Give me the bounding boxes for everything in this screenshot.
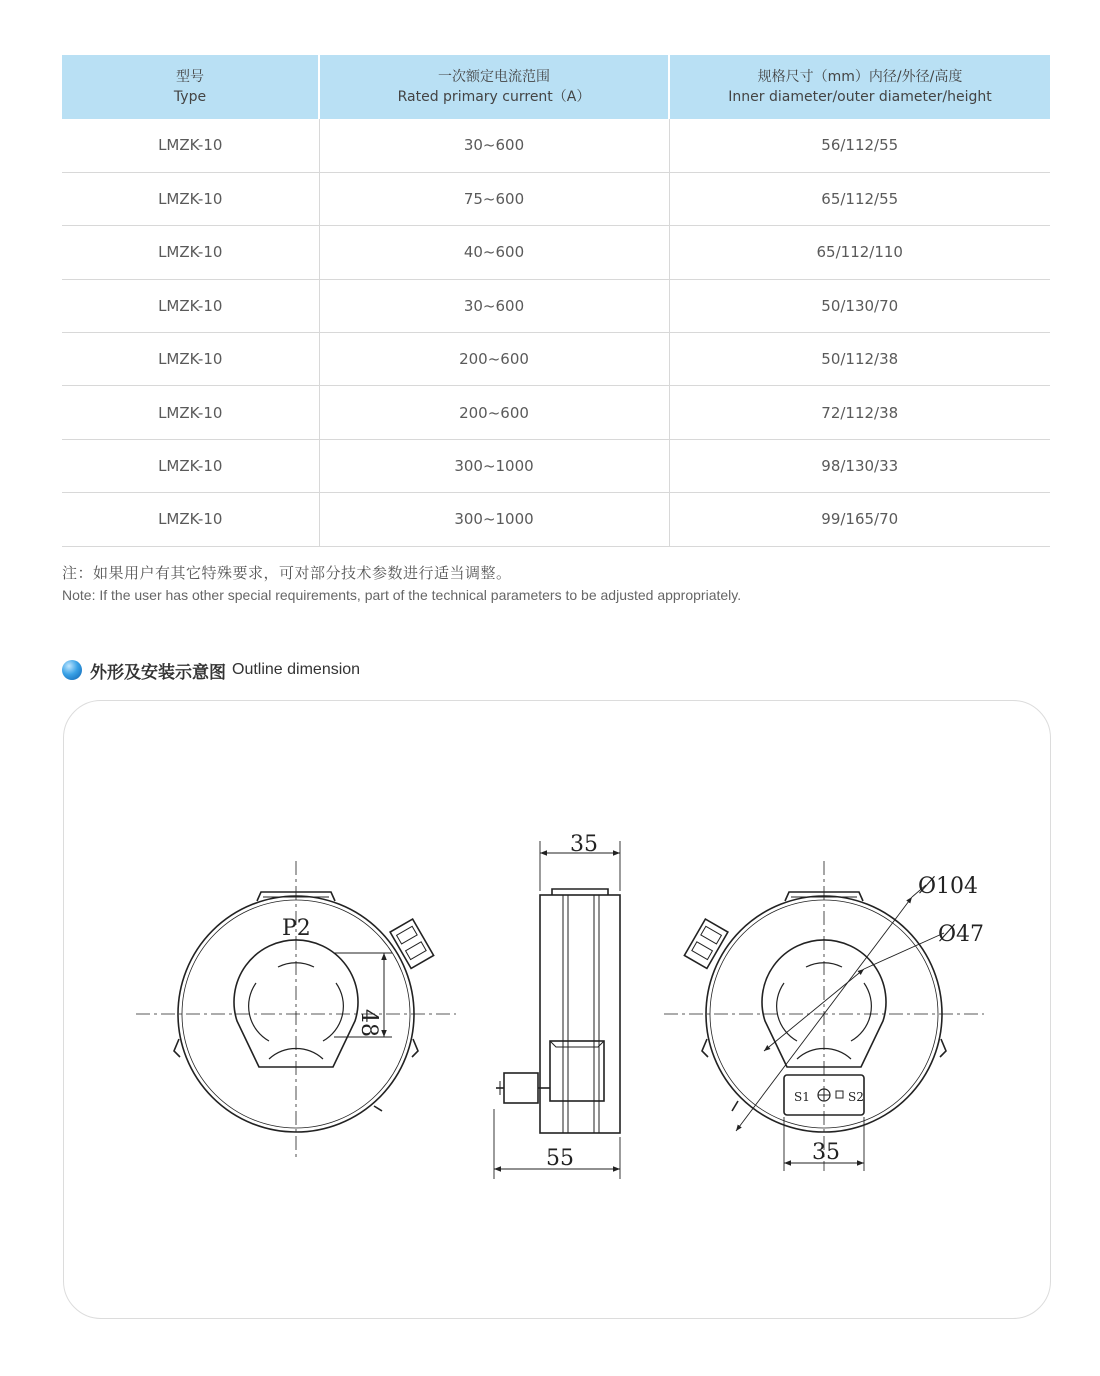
cell-current: 75~600 <box>319 172 669 225</box>
header-current: 一次额定电流范围 Rated primary current（A） <box>319 55 669 119</box>
section-heading <box>62 658 360 682</box>
terminal-s2: S2 <box>848 1090 864 1104</box>
note-cn: 注：如果用户有其它特殊要求，可对部分技术参数进行适当调整。 <box>62 564 512 582</box>
cell-size: 72/112/38 <box>669 386 1050 439</box>
cell-type: LMZK-10 <box>62 493 319 546</box>
front-label-p2: P2 <box>282 916 311 941</box>
cell-size: 50/130/70 <box>669 279 1050 332</box>
note <box>62 563 1052 605</box>
dim-window-height: 48 <box>356 1009 381 1037</box>
cell-size: 98/130/33 <box>669 439 1050 492</box>
cell-current: 300~1000 <box>319 493 669 546</box>
cell-size: 56/112/55 <box>669 119 1050 172</box>
table-row <box>62 493 1050 546</box>
dim-terminal-width: 35 <box>812 1140 840 1165</box>
cell-size: 65/112/55 <box>669 172 1050 225</box>
blue-sphere-icon <box>62 660 82 680</box>
table-row <box>62 333 1050 386</box>
cell-type: LMZK-10 <box>62 386 319 439</box>
cell-type: LMZK-10 <box>62 119 319 172</box>
cell-size: 99/165/70 <box>669 493 1050 546</box>
dim-side-depth: 55 <box>546 1146 574 1171</box>
table-row <box>62 439 1050 492</box>
cell-type: LMZK-10 <box>62 333 319 386</box>
cell-type: LMZK-10 <box>62 226 319 279</box>
cell-size: 50/112/38 <box>669 333 1050 386</box>
cell-current: 200~600 <box>319 386 669 439</box>
table-row <box>62 226 1050 279</box>
note-en: Note: If the user has other special requirements, part of the technical parameters to be adjusted appropriately. <box>62 587 742 603</box>
terminal-s1: S1 <box>794 1090 810 1104</box>
cell-current: 300~1000 <box>319 439 669 492</box>
header-size: 规格尺寸（mm）内径/外径/高度 Inner diameter/outer diameter/height <box>669 55 1050 119</box>
section-title-en: Outline dimension <box>232 661 361 678</box>
table-row <box>62 172 1050 225</box>
cell-current: 200~600 <box>319 333 669 386</box>
table-row <box>62 279 1050 332</box>
spec-table-header <box>62 55 1050 119</box>
cell-current: 40~600 <box>319 226 669 279</box>
dim-inner-diameter: Ø47 <box>938 922 985 947</box>
cell-size: 65/112/110 <box>669 226 1050 279</box>
table-row <box>62 386 1050 439</box>
cell-current: 30~600 <box>319 119 669 172</box>
spec-table-body <box>62 119 1050 546</box>
spec-table <box>62 55 1050 547</box>
table-row <box>62 119 1050 172</box>
side-view <box>494 841 620 1179</box>
header-type: 型号 Type <box>62 55 319 119</box>
outline-drawing-panel <box>63 700 1051 1319</box>
dim-outer-diameter: Ø104 <box>918 874 979 899</box>
cell-current: 30~600 <box>319 279 669 332</box>
cell-type: LMZK-10 <box>62 439 319 492</box>
section-title-cn: 外形及安装示意图 <box>90 662 226 683</box>
cell-type: LMZK-10 <box>62 172 319 225</box>
dim-side-width: 35 <box>570 832 598 857</box>
front-view <box>136 861 456 1161</box>
outline-drawing <box>64 701 1052 1320</box>
cell-type: LMZK-10 <box>62 279 319 332</box>
rear-view <box>664 861 984 1171</box>
